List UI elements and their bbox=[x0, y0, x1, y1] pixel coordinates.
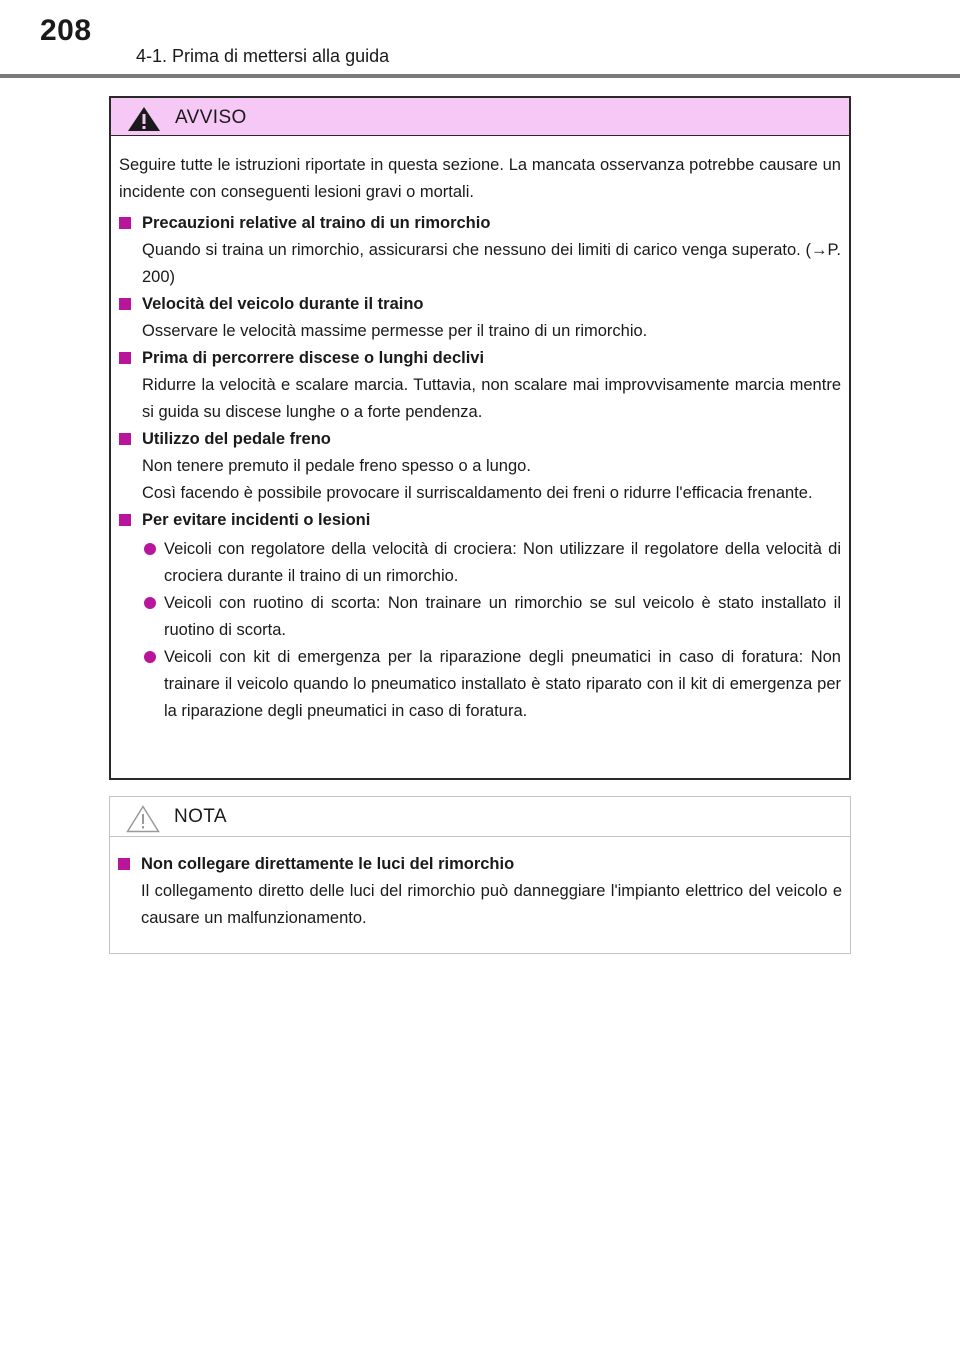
page-number: 208 bbox=[40, 14, 92, 47]
note-title: NOTA bbox=[174, 806, 227, 827]
warning-section-text: Non tenere premuto il pedale freno spesso o a lungo. bbox=[142, 457, 531, 475]
warning-section-heading: Velocità del veicolo durante il traino bbox=[119, 291, 841, 318]
warning-title: AVVISO bbox=[175, 107, 247, 128]
warning-section-text: Quando si traina un rimorchio, assicurarsi che nessuno dei limiti di carico venga superato. (→P. 200) bbox=[142, 241, 841, 286]
warning-section-heading: Per evitare incidenti o lesioni bbox=[119, 507, 841, 534]
section-title: 4-1. Prima di mettersi alla guida bbox=[136, 46, 390, 66]
square-bullet-icon bbox=[119, 514, 131, 526]
warning-section-heading: Utilizzo del pedale freno bbox=[119, 426, 841, 453]
round-bullet-icon bbox=[144, 543, 156, 555]
square-bullet-icon bbox=[119, 298, 131, 310]
note-heading: Non collegare direttamente le luci del rimorchio bbox=[118, 851, 842, 878]
note-header bbox=[110, 797, 850, 837]
warning-header bbox=[111, 98, 849, 136]
warning-section-heading: Prima di percorrere discese o lunghi declivi bbox=[119, 345, 841, 372]
warning-section-text: Così facendo è possibile provocare il surriscaldamento dei freni o ridurre l'efficacia frenante. bbox=[142, 484, 813, 502]
header-divider bbox=[0, 74, 960, 78]
warning-body bbox=[111, 136, 849, 725]
square-bullet-icon bbox=[118, 858, 130, 870]
warning-section-heading: Precauzioni relative al traino di un rimorchio bbox=[119, 210, 841, 237]
square-bullet-icon bbox=[119, 352, 131, 364]
note-text: Il collegamento diretto delle luci del rimorchio può danneggiare l'impianto elettrico del veicolo e causare un malfunzionamento. bbox=[141, 882, 842, 927]
round-bullet-icon bbox=[144, 651, 156, 663]
round-bullet-icon bbox=[144, 597, 156, 609]
list-item: Veicoli con kit di emergenza per la riparazione degli pneumatici in caso di foratura: Non trainare il veicolo quando lo pneumatico installato è stato riparato con il kit di emergenza per la riparazione degli pneumatici in caso di foratura. bbox=[119, 644, 841, 725]
warning-box bbox=[109, 96, 851, 780]
square-bullet-icon bbox=[119, 217, 131, 229]
warning-triangle-icon bbox=[127, 106, 161, 132]
note-box bbox=[109, 796, 851, 954]
warning-intro: Seguire tutte le istruzioni riportate in questa sezione. La mancata osservanza potrebbe causare un incidente con conseguenti lesioni gravi o mortali. bbox=[119, 156, 841, 201]
note-body bbox=[110, 837, 850, 932]
warning-section-text: Osservare le velocità massime permesse per il traino di un rimorchio. bbox=[142, 322, 648, 340]
list-item: Veicoli con regolatore della velocità di crociera: Non utilizzare il regolatore della velocità di crociera durante il traino di un rimorchio. bbox=[119, 536, 841, 590]
square-bullet-icon bbox=[119, 433, 131, 445]
list-item: Veicoli con ruotino di scorta: Non trainare un rimorchio se sul veicolo è stato installato il ruotino di scorta. bbox=[119, 590, 841, 644]
warning-section-text: Ridurre la velocità e scalare marcia. Tuttavia, non scalare mai improvvisamente marcia mentre si guida su discese lunghe o a forte pendenza. bbox=[142, 376, 841, 421]
caution-triangle-icon bbox=[126, 805, 160, 833]
